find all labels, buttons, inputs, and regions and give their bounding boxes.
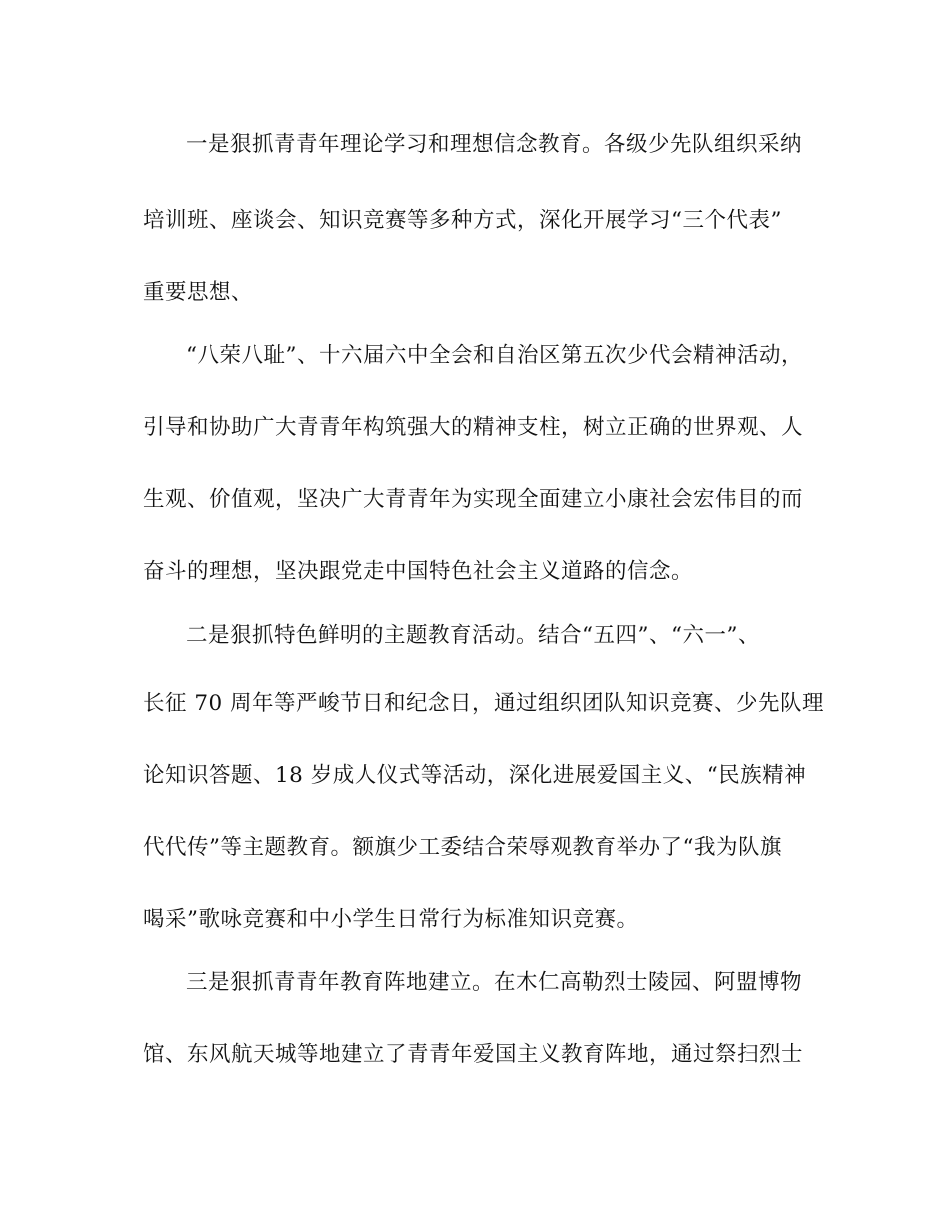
- paragraph-4-line-1: 三是狠抓青青年教育阵地建立。在木仁高勒烈士陵园、阿盟博物: [186, 970, 803, 995]
- paragraph-3-line-3: 论知识答题、18 岁成人仪式等活动，深化进展爱国主义、“民族精神: [143, 763, 807, 788]
- paragraph-1-line-3: 重要思想、: [143, 280, 254, 305]
- paragraph-1-line-1: 一是狠抓青青年理论学习和理想信念教育。各级少先队组织采纳: [186, 132, 803, 157]
- paragraph-3-line-1: 二是狠抓特色鲜明的主题教育活动。结合“五四”、“六一”、: [186, 623, 760, 648]
- paragraph-3-line-5: 喝采”歌咏竞赛和中小学生日常行为标准知识竞赛。: [143, 907, 639, 932]
- paragraph-3-line-4: 代代传”等主题教育。额旗少工委结合荣辱观教育举办了“我为队旗: [143, 835, 782, 860]
- paragraph-4-line-2: 馆、东风航天城等地建立了青青年爱国主义教育阵地，通过祭扫烈士: [143, 1042, 804, 1067]
- paragraph-2-line-2: 引导和协助广大青青年构筑强大的精神支柱，树立正确的世界观、人: [143, 415, 804, 440]
- paragraph-2-line-1: “八荣八耻”、十六届六中全会和自治区第五次少代会精神活动，: [186, 343, 803, 368]
- paragraph-2-line-3: 生观、价值观，坚决广大青青年为实现全面建立小康社会宏伟目的而: [143, 487, 804, 512]
- paragraph-2-line-4: 奋斗的理想，坚决跟党走中国特色社会主义道路的信念。: [143, 559, 694, 584]
- paragraph-3-line-2: 长征 70 周年等严峻节日和纪念日，通过组织团队知识竞赛、少先队理: [143, 691, 825, 716]
- paragraph-1-line-2: 培训班、座谈会、知识竞赛等多种方式，深化开展学习“三个代表”: [143, 208, 782, 233]
